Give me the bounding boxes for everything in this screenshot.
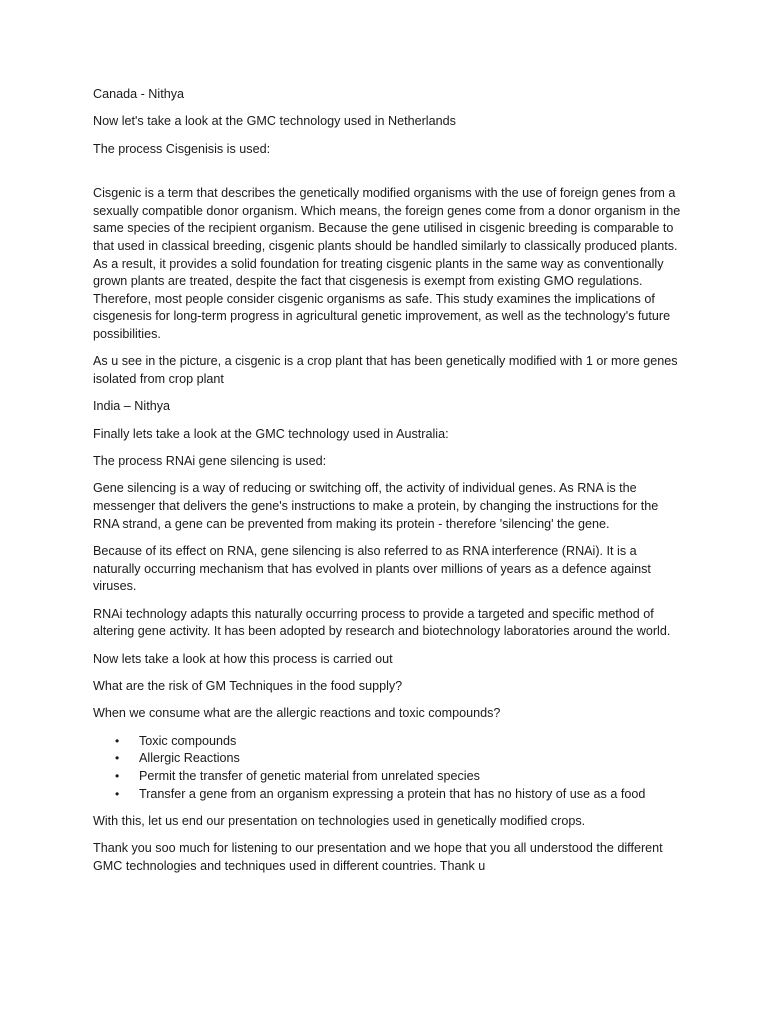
bullet-icon: •: [115, 751, 120, 766]
paragraph-process-carried-out: Now lets take a look at how this process is carried out: [93, 651, 393, 666]
blank-line: [93, 168, 683, 185]
list-item-text: Permit the transfer of genetic material from unrelated species: [139, 768, 480, 783]
list-item-text: Transfer a gene from an organism expressing a protein that has no history of use as a food: [139, 786, 646, 801]
list-item: [93, 750, 683, 768]
paragraph-thank-you: Thank you soo much for listening to our presentation and we hope that you all understood the different GMC technologies and techniques used in different countries. Thank u: [93, 841, 663, 873]
risk-bullet-list: [93, 733, 683, 803]
paragraph-rnai-process: The process RNAi gene silencing is used:: [93, 454, 327, 469]
list-item-text: Allergic Reactions: [139, 751, 240, 766]
list-item: [93, 786, 683, 804]
list-item-text: Toxic compounds: [139, 733, 237, 748]
paragraph-conclusion: With this, let us end our presentation on technologies used in genetically modified crops.: [93, 813, 586, 828]
paragraph-rnai-technology: RNAi technology adapts this naturally occurring process to provide a targeted and specific method of altering gene activity. It has been adopted by research and biotechnology laboratories around the world.: [93, 606, 671, 639]
document-page: [93, 86, 683, 885]
bullet-icon: •: [115, 733, 120, 748]
bullet-icon: •: [115, 768, 120, 783]
heading-india: India – Nithya: [93, 399, 171, 414]
paragraph-allergic-question: When we consume what are the allergic reactions and toxic compounds?: [93, 706, 501, 721]
paragraph-cisgenic-picture: As u see in the picture, a cisgenic is a crop plant that has been genetically modified with 1 or more genes isolated from crop plant: [93, 354, 678, 386]
paragraph-netherlands-intro: Now let's take a look at the GMC technology used in Netherlands: [93, 114, 456, 129]
paragraph-gene-silencing: Gene silencing is a way of reducing or switching off, the activity of individual genes. As RNA is the messenger that delivers the gene's instructions to make a protein, by changing the instructions for the RNA strand, a gene can be prevented from making its protein - therefore 'silencing' the gene.: [93, 481, 659, 531]
list-item: [93, 733, 683, 751]
heading-canada: Canada - Nithya: [93, 87, 185, 101]
paragraph-australia-intro: Finally lets take a look at the GMC technology used in Australia:: [93, 426, 449, 441]
paragraph-gm-risks: What are the risk of GM Techniques in the food supply?: [93, 679, 403, 693]
paragraph-cisgenesis-process: The process Cisgenisis is used:: [93, 141, 271, 156]
paragraph-rna-interference: Because of its effect on RNA, gene silencing is also referred to as RNA interference (RNAi). It is a naturally occurring mechanism that has evolved in plants over millions of years as a defence against viruses.: [93, 544, 651, 594]
paragraph-cisgenic-definition: Cisgenic is a term that describes the genetically modified organisms with the use of foreign genes from a sexually compatible donor organism. Which means, the foreign genes come from a donor organism in the same species of the recipient organism. Because the gene utilised in cisgenic breeding is comparable to that used in classical breeding, cisgenic plants should be handled similarly to classically produced plants. As a result, it provides a solid foundation for treating cisgenic plants in the same way as conventionally grown plants are treated, despite the fact that cisgenesis is exempt from existing GMO regulations. Therefore, most people consider cisgenic organisms as safe. This study examines the implications of cisgenesis for long-term progress in agricultural genetic improvement, as well as the technology's future possibilities.: [93, 186, 681, 341]
bullet-icon: •: [115, 786, 120, 801]
list-item: [93, 768, 683, 786]
